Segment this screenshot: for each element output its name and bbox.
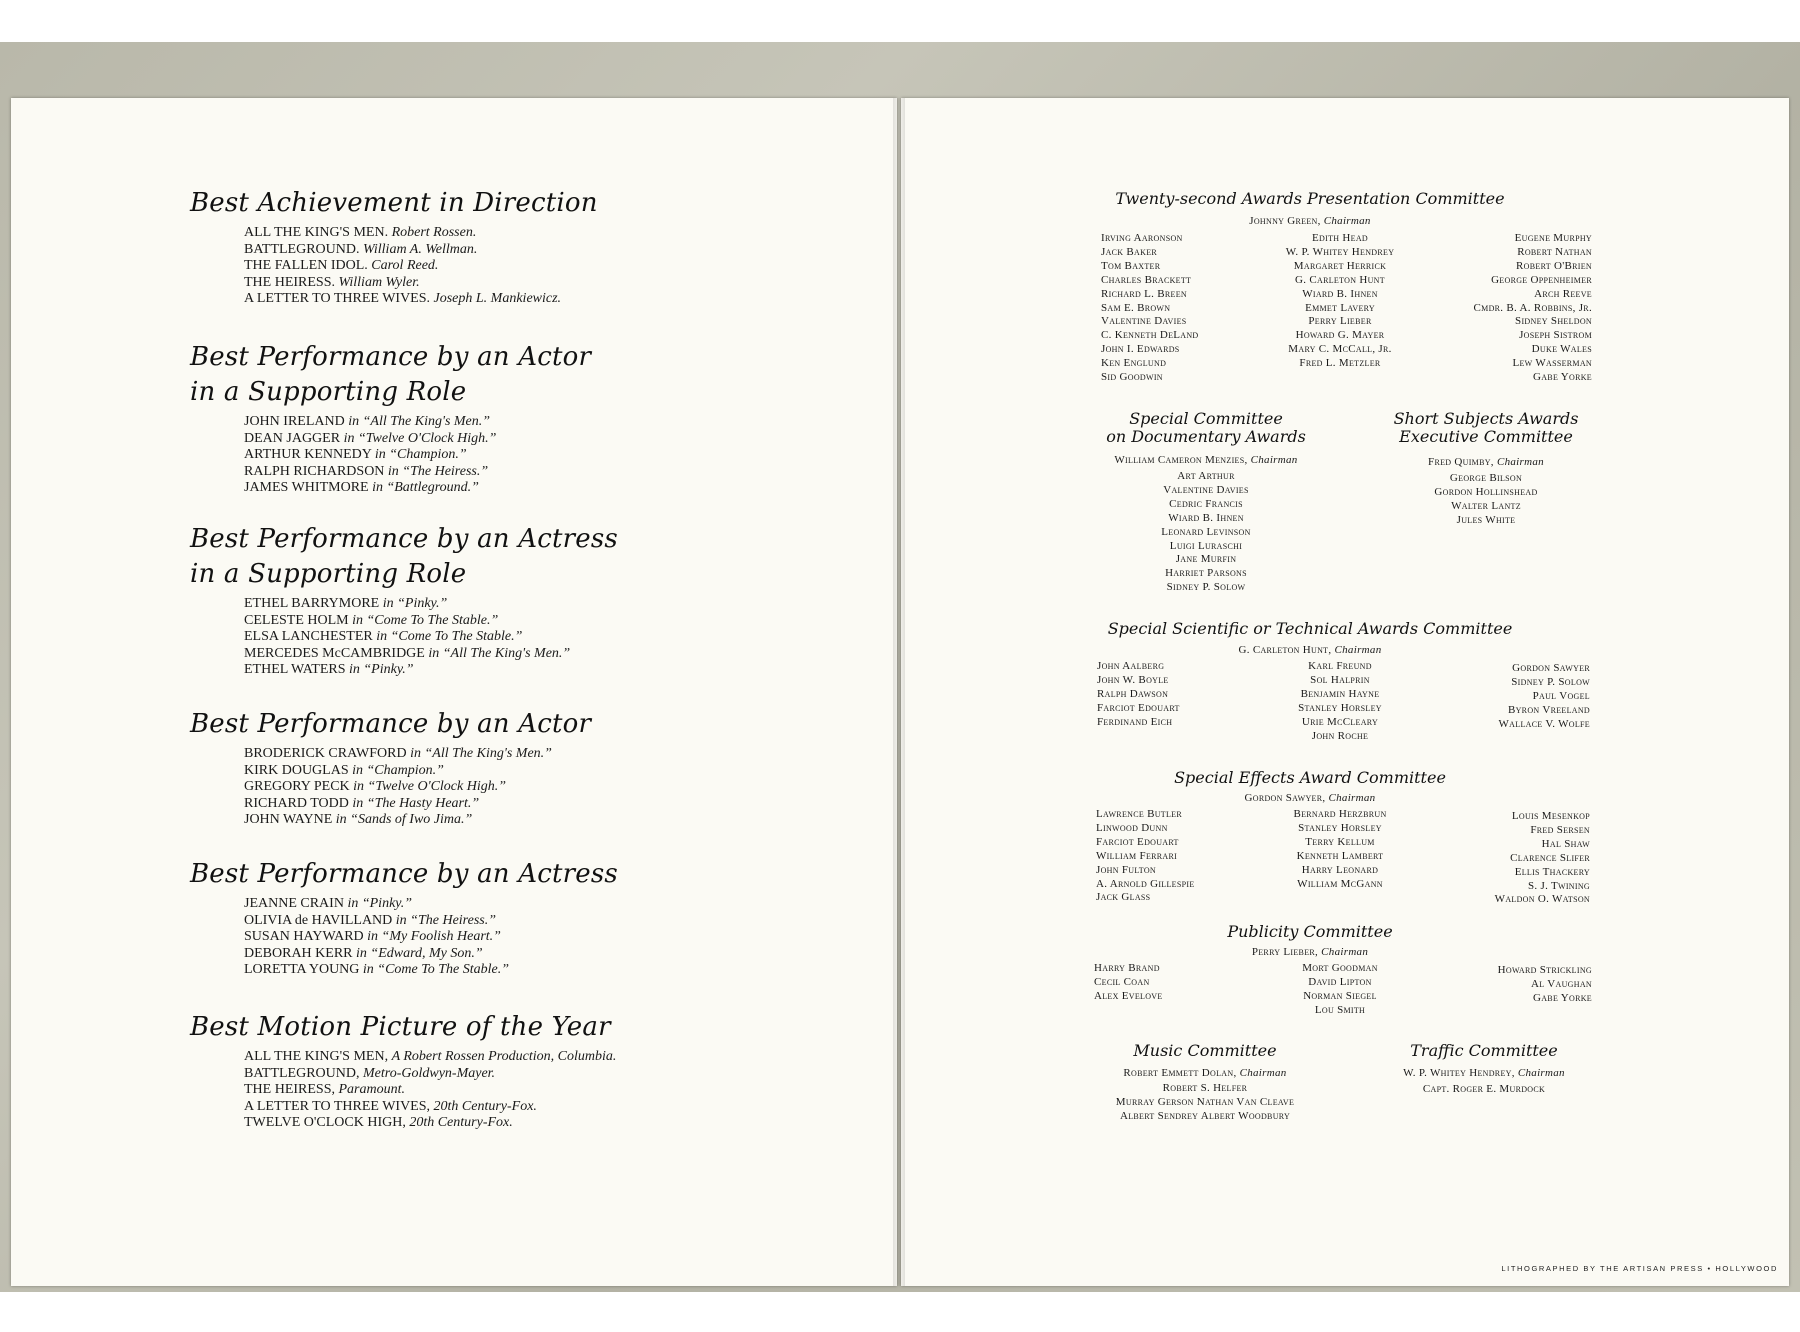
special-effects-col-3 [1390, 810, 1590, 907]
committee-member: John W. Boyle [1097, 673, 1169, 686]
committee-member: Clarence Slifer [1510, 851, 1590, 864]
nominee [244, 929, 880, 946]
nominee [244, 913, 880, 930]
special-effects-committee-title: Special Effects Award Committee [1174, 768, 1446, 787]
nominee-credit: in “Pinky.” [347, 896, 413, 911]
chair-role: Chairman [1496, 456, 1544, 468]
nominee [244, 662, 880, 679]
nominee-name: BATTLEGROUND, [244, 1065, 360, 1081]
committee-member: David Lipton [1308, 975, 1372, 988]
committee-member: Harry Brand [1094, 962, 1160, 974]
committee-member: Cmdr. B. A. Robbins, Jr. [1473, 301, 1592, 314]
chair-role: Chairman [1239, 1067, 1287, 1079]
nominee-name: DEBORAH KERR [244, 945, 353, 961]
nominee-name: RALPH RICHARDSON [244, 463, 385, 479]
committee-member: Emmet Lavery [1305, 301, 1375, 314]
nominee-name: THE HEIRESS, [244, 1082, 335, 1098]
nominee [244, 613, 880, 630]
music-committee-title: Music Committee [1133, 1041, 1277, 1060]
presentation-col-3 [1392, 232, 1592, 385]
nominee [244, 962, 880, 979]
nominee [244, 1082, 880, 1099]
title-line: Short Subjects Awards [1393, 409, 1579, 428]
committee-member: Harriet Parsons [1165, 567, 1247, 580]
scientific-committee-chair [1190, 644, 1430, 657]
nominee [244, 225, 880, 242]
nominee-name: DEAN JAGGER [244, 430, 341, 446]
nominee-credit: in “Battleground.” [372, 480, 479, 496]
nominee-name: ALL THE KING'S MEN. [244, 225, 389, 240]
committee-member: John Aalberg [1097, 660, 1165, 672]
committee-member: Paul Vogel [1532, 689, 1590, 702]
committee-member: Bernard Herzbrun [1293, 808, 1387, 820]
category-title [190, 340, 880, 410]
publicity-committee-title: Publicity Committee [1227, 922, 1393, 941]
nominee [244, 1099, 880, 1116]
nominee [244, 431, 880, 448]
committee-member: Sid Goodwin [1101, 371, 1163, 384]
nominee-credit: in “Twelve O'Clock High.” [353, 779, 507, 795]
nominee [244, 946, 880, 963]
chair-name: Robert Emmett Dolan, [1123, 1067, 1237, 1079]
committee-member: Robert S. Helfer [1162, 1082, 1248, 1094]
committee-member: Lawrence Butler [1096, 808, 1182, 820]
committee-member: Sam E. Brown [1101, 301, 1171, 314]
nominee-credit: in “Twelve O'Clock High.” [343, 430, 497, 446]
nominee [244, 796, 880, 813]
nominee [244, 464, 880, 481]
committee-member: George Oppenheimer [1491, 273, 1592, 286]
committee-member: Farciot Edouart [1096, 835, 1179, 848]
committee-member: Fred L. Metzler [1299, 357, 1381, 370]
chair-role: Chairman [1321, 946, 1369, 958]
chair-role: Chairman [1250, 454, 1298, 466]
category-title-line: Best Performance by an Actress [190, 859, 618, 889]
committee-member: Tom Baxter [1101, 259, 1161, 272]
short-subjects-committee-title [1336, 410, 1636, 446]
committee-member: Irving Aaronson [1101, 232, 1183, 244]
nominee-credit: Joseph L. Mankiewicz. [433, 291, 562, 307]
nominee-name: SUSAN HAYWARD [244, 929, 364, 945]
nominee [244, 275, 880, 292]
nominee-credit: Paramount. [338, 1082, 405, 1098]
nominee-credit: in “All The King's Men.” [348, 414, 491, 429]
committee-member: Cedric Francis [1169, 497, 1243, 510]
committee-member: Hal Shaw [1541, 837, 1590, 850]
committee-member: Arch Reeve [1534, 287, 1592, 300]
nominee-name: JAMES WHITMORE [244, 480, 369, 496]
nominee-list [190, 414, 880, 497]
committee-member: Margaret Herrick [1293, 259, 1387, 272]
nominee [244, 242, 880, 259]
award-category [190, 522, 880, 679]
short-subjects-committee-chair [1386, 456, 1586, 469]
scientific-committee-title: Special Scientific or Technical Awards Committee [1107, 619, 1513, 638]
committee-member: Howard G. Mayer [1295, 329, 1385, 342]
nominee-credit: in “Come To The Stable.” [362, 962, 510, 978]
nominee-name: OLIVIA de HAVILLAND [244, 912, 393, 928]
presentation-committee-chair [1160, 215, 1460, 228]
nominee-credit: in “The Hasty Heart.” [352, 795, 480, 811]
nominee-credit: Metro-Goldwyn-Mayer. [363, 1065, 496, 1081]
nominee-credit: William Wyler. [338, 274, 420, 290]
committee-member: Byron Vreeland [1507, 703, 1590, 716]
committee-member: Valentine Davies [1163, 483, 1249, 496]
nominee [244, 480, 880, 497]
nominee-credit: in “Come To The Stable.” [376, 629, 523, 645]
committee-member: Duke Wales [1531, 343, 1592, 356]
nominee-credit: 20th Century-Fox. [409, 1115, 513, 1131]
short-subjects-members [1386, 472, 1586, 528]
nominee-credit: in “The Heiress.” [387, 463, 489, 479]
committee-member: Jules White [1456, 513, 1516, 526]
nominee-name: ELSA LANCHESTER [244, 629, 373, 645]
committee-member: Robert O'Brien [1516, 259, 1592, 272]
committee-member: A. Arnold Gillespie [1096, 877, 1195, 890]
committee-member: S. J. Twining [1527, 879, 1590, 892]
award-category [190, 1010, 880, 1132]
committee-member: Gordon Hollinshead [1434, 485, 1538, 498]
nominee-list [190, 596, 880, 679]
chair-role: Chairman [1517, 1067, 1565, 1079]
title-line: on Documentary Awards [1106, 427, 1306, 446]
nominee-credit: in “All The King's Men.” [410, 746, 552, 761]
nominee [244, 629, 880, 646]
nominee-credit: in “Pinky.” [349, 662, 414, 678]
traffic-members [1384, 1083, 1584, 1097]
chair-role: Chairman [1323, 215, 1371, 227]
nominee-list [190, 1049, 880, 1132]
committee-member: Valentine Davies [1101, 315, 1187, 328]
committee-member: Ken Englund [1101, 357, 1167, 370]
category-title-line: Best Performance by an Actor [190, 342, 592, 372]
nominee-name: MERCEDES McCAMBRIDGE [244, 645, 425, 661]
nominee-list [190, 746, 880, 829]
publicity-col-1 [1094, 962, 1163, 1004]
chair-name: Fred Quimby, [1428, 456, 1494, 468]
committee-member: Sidney P. Solow [1166, 581, 1246, 594]
title-line: Executive Committee [1399, 427, 1573, 446]
committee-member: Robert Nathan [1517, 245, 1592, 258]
nominee [244, 414, 880, 431]
nominee-name: JOHN WAYNE [244, 812, 333, 828]
nominee-credit: in “Champion.” [374, 447, 467, 463]
award-category [190, 340, 880, 497]
committee-member: Lou Smith [1314, 1003, 1366, 1016]
committee-member: Howard Strickling [1497, 964, 1592, 976]
special-effects-col-1 [1096, 808, 1195, 905]
chair-name: Perry Lieber, [1251, 946, 1319, 958]
nominee [244, 447, 880, 464]
committee-member: Joseph Sistrom [1519, 329, 1592, 342]
committee-member: Jack Glass [1096, 891, 1151, 904]
committee-member: Murray Gerson Nathan Van Cleave [1115, 1095, 1295, 1108]
award-category [190, 857, 880, 979]
category-title [190, 707, 880, 742]
publicity-col-3 [1392, 964, 1592, 1006]
special-effects-committee-chair [1190, 792, 1430, 805]
committee-member: Al Vaughan [1531, 977, 1592, 990]
nominee-credit: in “Edward, My Son.” [356, 945, 483, 961]
chair-name: William Cameron Menzies, [1114, 454, 1248, 466]
chair-name: Gordon Sawyer, [1244, 792, 1326, 804]
music-committee-chair [1080, 1067, 1330, 1080]
nominee [244, 596, 880, 613]
committee-member: Terry Kellum [1305, 835, 1375, 848]
nominee-list [190, 896, 880, 979]
nominee-name: THE HEIRESS. [244, 274, 335, 290]
committee-member: Capt. Roger E. Murdock [1422, 1083, 1546, 1095]
category-title-line: in a Supporting Role [190, 559, 467, 589]
committee-member: C. Kenneth DeLand [1101, 329, 1199, 342]
committee-member: Sidney Sheldon [1515, 315, 1592, 328]
committee-member: Waldon O. Watson [1494, 893, 1590, 906]
nominee-name: JEANNE CRAIN [244, 896, 344, 911]
committee-member: W. P. Whitey Hendrey [1285, 245, 1395, 258]
nominee-name: THE FALLEN IDOL. [244, 258, 368, 274]
nominee-name: KIRK DOUGLAS [244, 762, 349, 778]
committee-member: Harry Leonard [1301, 863, 1379, 876]
nominee [244, 1066, 880, 1083]
nominee [244, 1049, 880, 1066]
committee-member: Ellis Thackery [1514, 865, 1590, 878]
publicity-committee-chair [1210, 946, 1410, 959]
committee-member: Ralph Dawson [1097, 687, 1169, 700]
award-category [190, 186, 880, 308]
nominee-name: A LETTER TO THREE WIVES, [244, 1098, 431, 1114]
committee-member: William McGann [1297, 877, 1383, 890]
committee-member: Art Arthur [1177, 470, 1235, 482]
nominee-credit: in “Champion.” [352, 762, 444, 778]
nominee-name: LORETTA YOUNG [244, 962, 360, 978]
committee-member: Albert Sendrey Albert Woodbury [1119, 1109, 1291, 1122]
nominee [244, 746, 880, 763]
committee-member: Karl Freund [1308, 660, 1372, 672]
committee-member: Wallace V. Wolfe [1498, 717, 1590, 730]
committee-member: William Ferrari [1096, 849, 1178, 862]
category-title [190, 522, 880, 592]
scientific-col-3 [1390, 662, 1590, 732]
committee-member: Walter Lantz [1451, 499, 1521, 512]
committee-member: Jane Murfin [1175, 553, 1237, 566]
committee-member: Stanley Horsley [1298, 821, 1382, 834]
presentation-col-1 [1101, 232, 1199, 385]
book-gutter [893, 98, 905, 1286]
committee-member: John I. Edwards [1101, 343, 1180, 356]
chair-name: G. Carleton Hunt, [1238, 644, 1332, 656]
presentation-committee-title: Twenty-second Awards Presentation Committee [1115, 189, 1505, 208]
nominee-credit: in “Pinky.” [382, 596, 448, 611]
nominee-name: ARTHUR KENNEDY [244, 447, 372, 463]
traffic-committee-title: Traffic Committee [1410, 1041, 1558, 1060]
traffic-committee-chair [1344, 1067, 1624, 1080]
nominee-name: ALL THE KING'S MEN, [244, 1049, 389, 1064]
nominee [244, 646, 880, 663]
nominee-credit: Carol Reed. [371, 258, 439, 274]
nominee-credit: in “Sands of Iwo Jima.” [335, 812, 473, 828]
nominee-name: CELESTE HOLM [244, 612, 349, 628]
nominee [244, 779, 880, 796]
title-line: Special Committee [1129, 409, 1283, 428]
committee-member: Sidney P. Solow [1511, 675, 1590, 688]
committee-member: Leonard Levinson [1161, 525, 1251, 538]
committee-member: John Roche [1311, 729, 1369, 742]
nominee-name: TWELVE O'CLOCK HIGH, [244, 1115, 406, 1131]
nominee [244, 812, 880, 829]
committee-member: Kenneth Lambert [1296, 849, 1384, 862]
committee-member: Richard L. Breen [1101, 287, 1187, 300]
committee-member: Farciot Edouart [1097, 701, 1180, 714]
committee-member: Norman Siegel [1303, 989, 1377, 1002]
committee-member: Charles Brackett [1101, 273, 1192, 286]
nominee-name: BRODERICK CRAWFORD [244, 746, 407, 761]
nominee [244, 291, 880, 308]
nominee-name: GREGORY PECK [244, 779, 350, 795]
committee-member: Mort Goodman [1302, 962, 1378, 974]
documentary-committee-title [1046, 410, 1366, 446]
scientific-col-1 [1097, 660, 1180, 730]
committee-member: Alex Evelove [1094, 989, 1163, 1002]
nominee-credit: in “All The King's Men.” [428, 645, 571, 661]
nominee [244, 258, 880, 275]
nominee-credit: William A. Wellman. [363, 241, 478, 257]
committee-member: Cecil Coan [1094, 975, 1150, 988]
committee-member: Gordon Sawyer [1512, 662, 1590, 674]
committee-member: Gabe Yorke [1532, 371, 1592, 384]
category-title-line: Best Performance by an Actor [190, 709, 592, 739]
committee-member: Sol Halprin [1310, 673, 1370, 686]
committee-member: Wiard B. Ihnen [1302, 287, 1378, 300]
documentary-committee-chair [1056, 454, 1356, 467]
committee-member: Stanley Horsley [1298, 701, 1382, 714]
committee-member: Perry Lieber [1308, 315, 1372, 328]
nominee-credit: in “My Foolish Heart.” [367, 929, 501, 945]
printer-credit: LITHOGRAPHED BY THE ARTISAN PRESS • HOLLYWOOD [1501, 1264, 1778, 1273]
nominee-credit: 20th Century-Fox. [433, 1098, 537, 1114]
committee-member: Edith Head [1312, 232, 1368, 244]
nominee-credit: in “Come To The Stable.” [352, 612, 499, 628]
committee-member: Urie McCleary [1301, 715, 1379, 728]
nominee [244, 1115, 880, 1132]
nominee-credit: A Robert Rossen Production, Columbia. [391, 1049, 617, 1064]
nominee-credit: in “The Heiress.” [395, 912, 496, 928]
nominee [244, 896, 880, 913]
committee-member: Louis Mesenkop [1511, 810, 1590, 822]
nominee-name: ETHEL BARRYMORE [244, 596, 380, 611]
nominee-name: JOHN IRELAND [244, 414, 345, 429]
committee-member: Mary C. McCall, Jr. [1288, 343, 1392, 356]
committee-member: John Fulton [1096, 863, 1157, 876]
category-title-line: in a Supporting Role [190, 377, 467, 407]
award-category [190, 707, 880, 829]
category-title [190, 186, 880, 221]
committee-member: G. Carleton Hunt [1295, 273, 1385, 286]
category-title-line: Best Motion Picture of the Year [190, 1012, 611, 1042]
chair-role: Chairman [1334, 644, 1382, 656]
chair-name: Johnny Green, [1249, 215, 1321, 227]
category-title [190, 1010, 880, 1045]
documentary-members [1106, 470, 1306, 595]
nominee-credit: Robert Rossen. [391, 225, 477, 240]
committee-member: Luigi Luraschi [1169, 539, 1243, 552]
category-title-line: Best Achievement in Direction [190, 188, 598, 218]
committee-member: Ferdinand Eich [1097, 715, 1173, 728]
nominee [244, 763, 880, 780]
category-title [190, 857, 880, 892]
nominee-name: A LETTER TO THREE WIVES. [244, 291, 431, 307]
nominee-name: RICHARD TODD [244, 795, 349, 811]
nominee-list [190, 225, 880, 308]
chair-name: W. P. Whitey Hendrey, [1403, 1067, 1515, 1079]
committee-member: Gabe Yorke [1532, 991, 1592, 1004]
category-title-line: Best Performance by an Actress [190, 524, 618, 554]
music-members [1080, 1082, 1330, 1124]
committee-member: Fred Sersen [1530, 823, 1590, 836]
nominee-name: BATTLEGROUND. [244, 241, 360, 257]
committee-member: George Bilson [1449, 472, 1523, 484]
committee-member: Benjamin Hayne [1300, 687, 1380, 700]
committee-member: Jack Baker [1101, 245, 1158, 258]
committee-member: Linwood Dunn [1096, 821, 1168, 834]
committee-member: Wiard B. Ihnen [1168, 511, 1244, 524]
nominee-name: ETHEL WATERS [244, 662, 346, 678]
chair-role: Chairman [1328, 792, 1376, 804]
committee-member: Lew Wasserman [1512, 357, 1592, 370]
committee-member: Eugene Murphy [1514, 232, 1592, 244]
